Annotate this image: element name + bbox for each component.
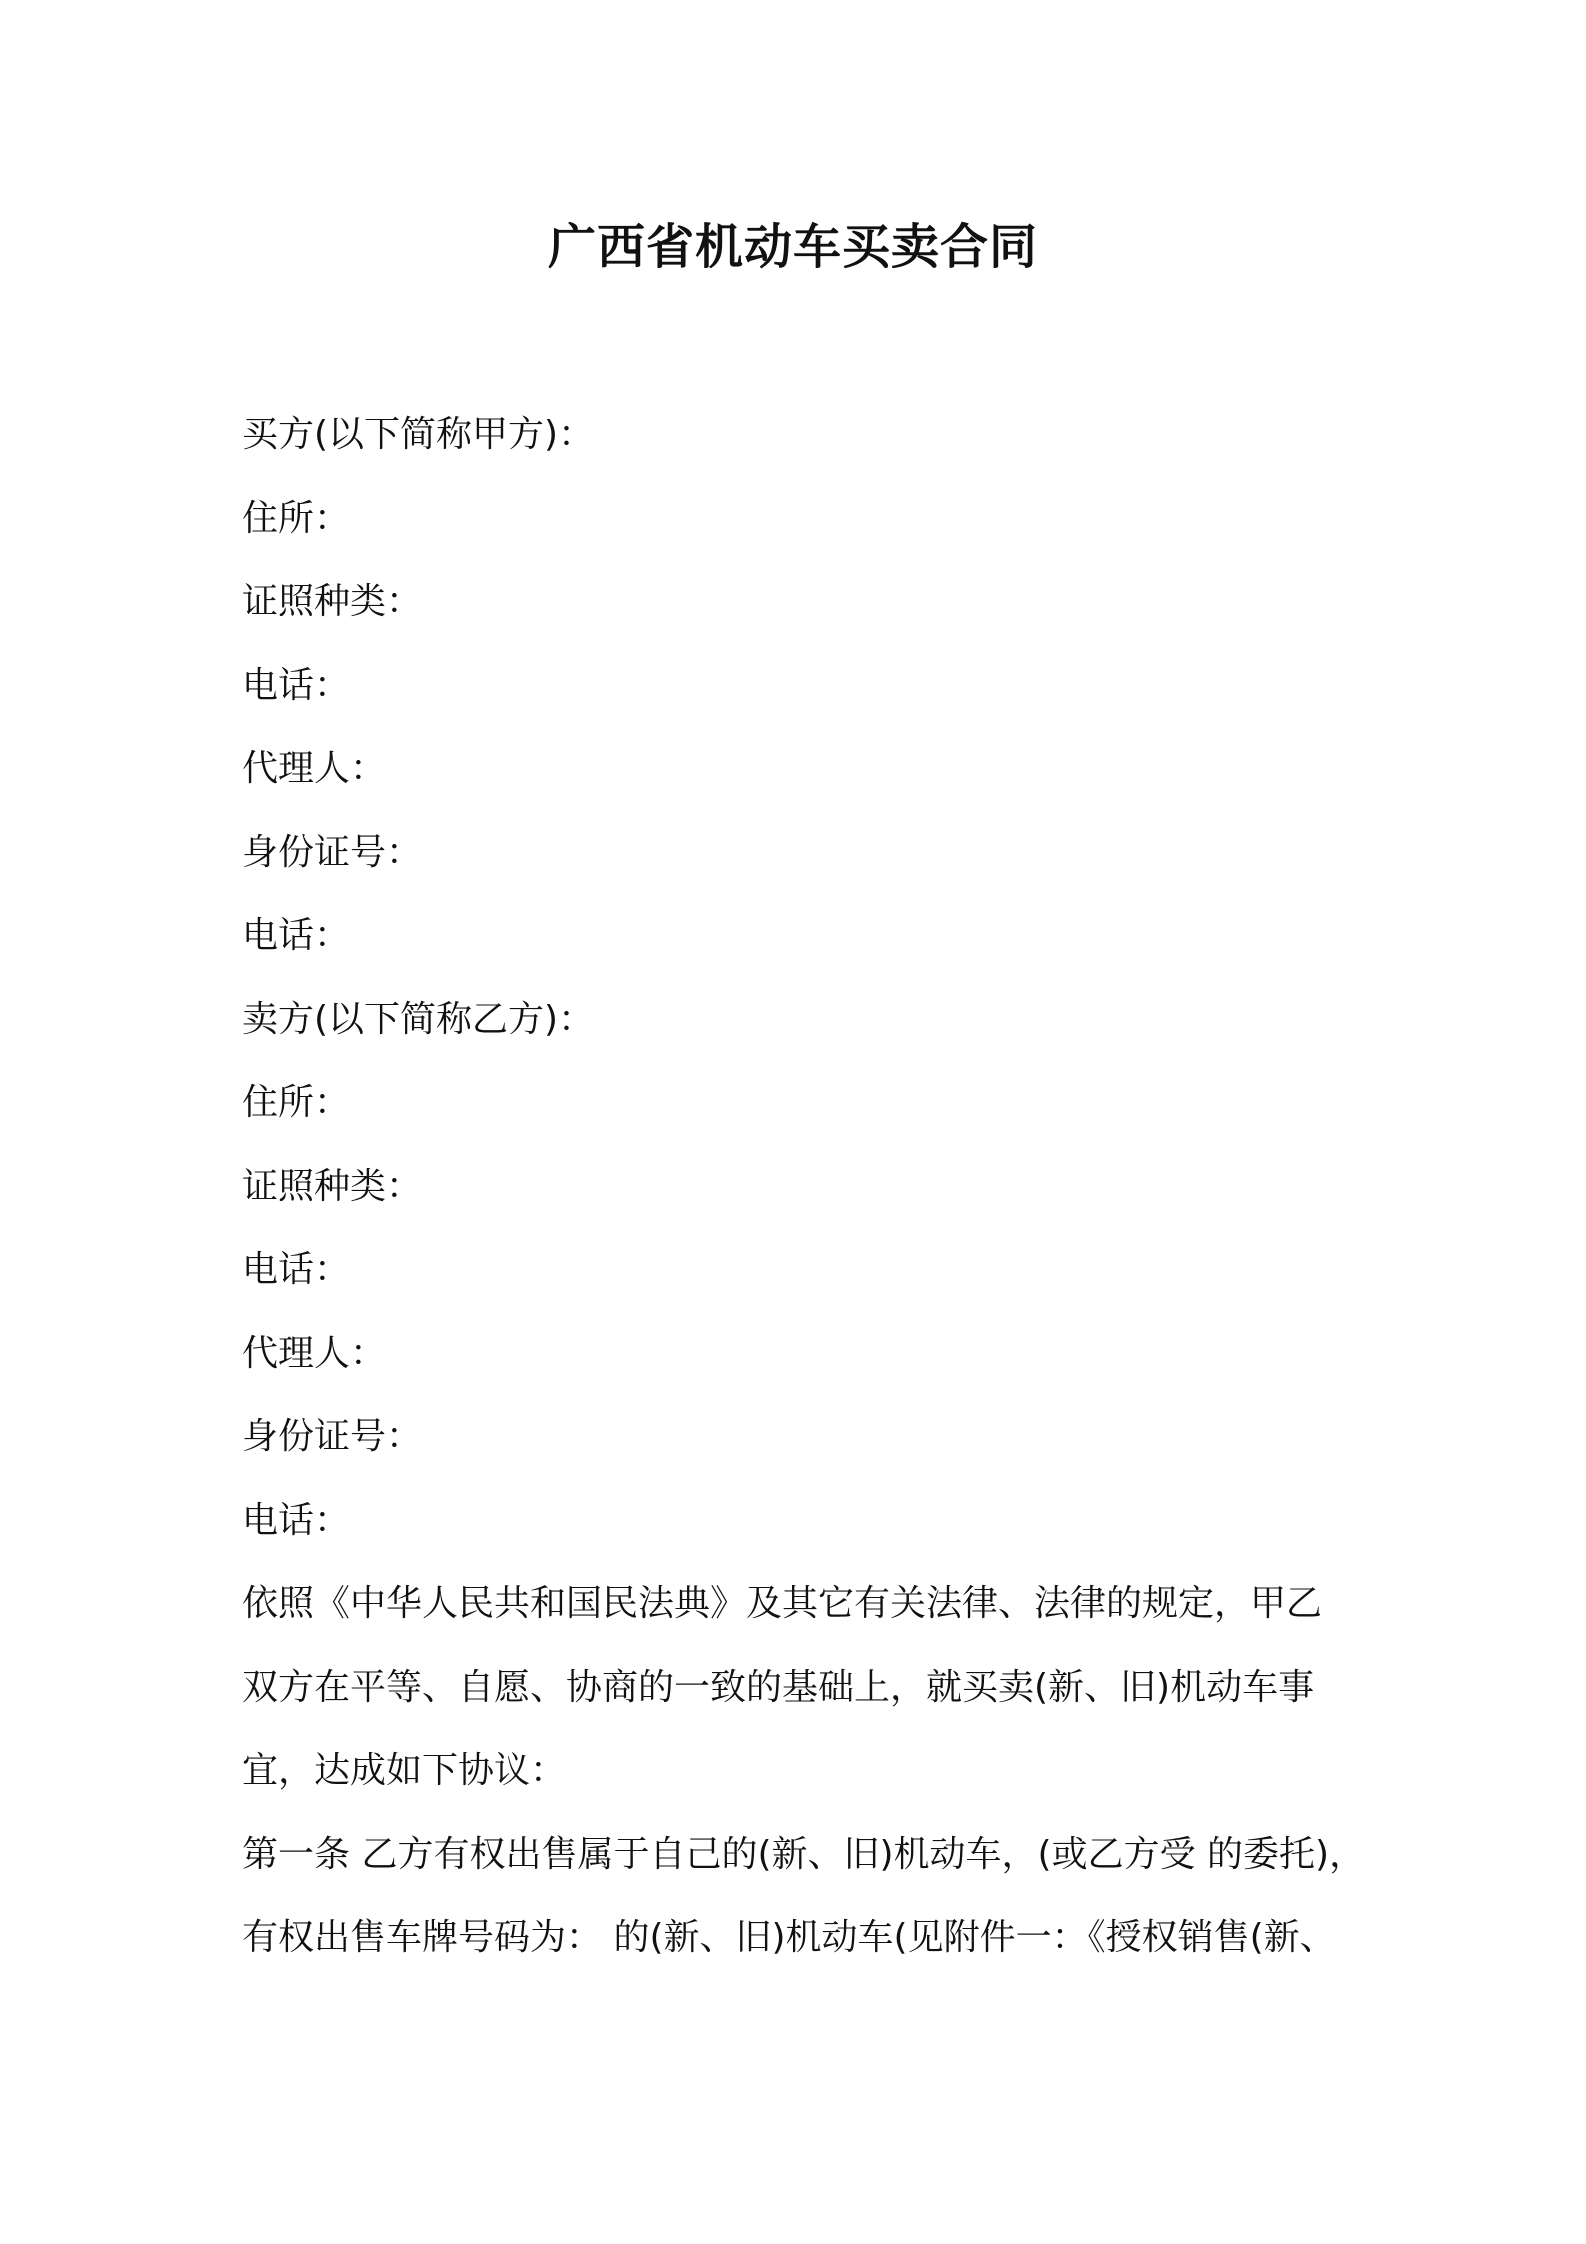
seller-party-label: 卖方(以下简称乙方)：	[242, 998, 595, 1040]
buyer-phone-label: 电话：	[242, 664, 351, 706]
preamble-line: 宜，达成如下协议：	[242, 1750, 567, 1791]
seller-agent-label: 代理人：	[242, 1332, 387, 1374]
buyer-address-label: 住所：	[242, 497, 351, 539]
article-1-line: 有权出售车牌号码为： 的(新、旧)机动车(见附件一：《授权销售(新、	[242, 1917, 1336, 1958]
article-1-paragraph	[242, 1822, 1392, 1989]
document-body	[242, 402, 1392, 1989]
seller-agent-phone-label: 电话：	[242, 1499, 351, 1541]
seller-address-label: 住所：	[242, 1082, 351, 1123]
buyer-id-type-label: 证照种类：	[242, 581, 423, 622]
buyer-agent-label: 代理人：	[242, 748, 387, 789]
preamble-line: 依照《中华人民共和国民法典》及其它有关法律、法律的规定，甲乙	[242, 1583, 1323, 1624]
buyer-agent-id-label: 身份证号：	[242, 831, 423, 873]
buyer-section	[242, 402, 1392, 987]
seller-id-type-label: 证照种类：	[242, 1165, 423, 1207]
document-title: 广西省机动车买卖合同	[547, 219, 1038, 275]
buyer-agent-phone-label: 电话：	[242, 915, 351, 956]
preamble-line: 双方在平等、自愿、协商的一致的基础上，就买卖(新、旧)机动车事	[242, 1666, 1315, 1708]
seller-agent-id-label: 身份证号：	[242, 1416, 423, 1457]
buyer-party-label: 买方(以下简称甲方)：	[242, 414, 595, 455]
seller-section	[242, 987, 1392, 1572]
seller-phone-label: 电话：	[242, 1249, 351, 1290]
preamble-paragraph	[242, 1571, 1392, 1822]
article-1-line: 第一条 乙方有权出售属于自己的(新、旧)机动车，(或乙方受 的委托)，	[242, 1833, 1366, 1875]
